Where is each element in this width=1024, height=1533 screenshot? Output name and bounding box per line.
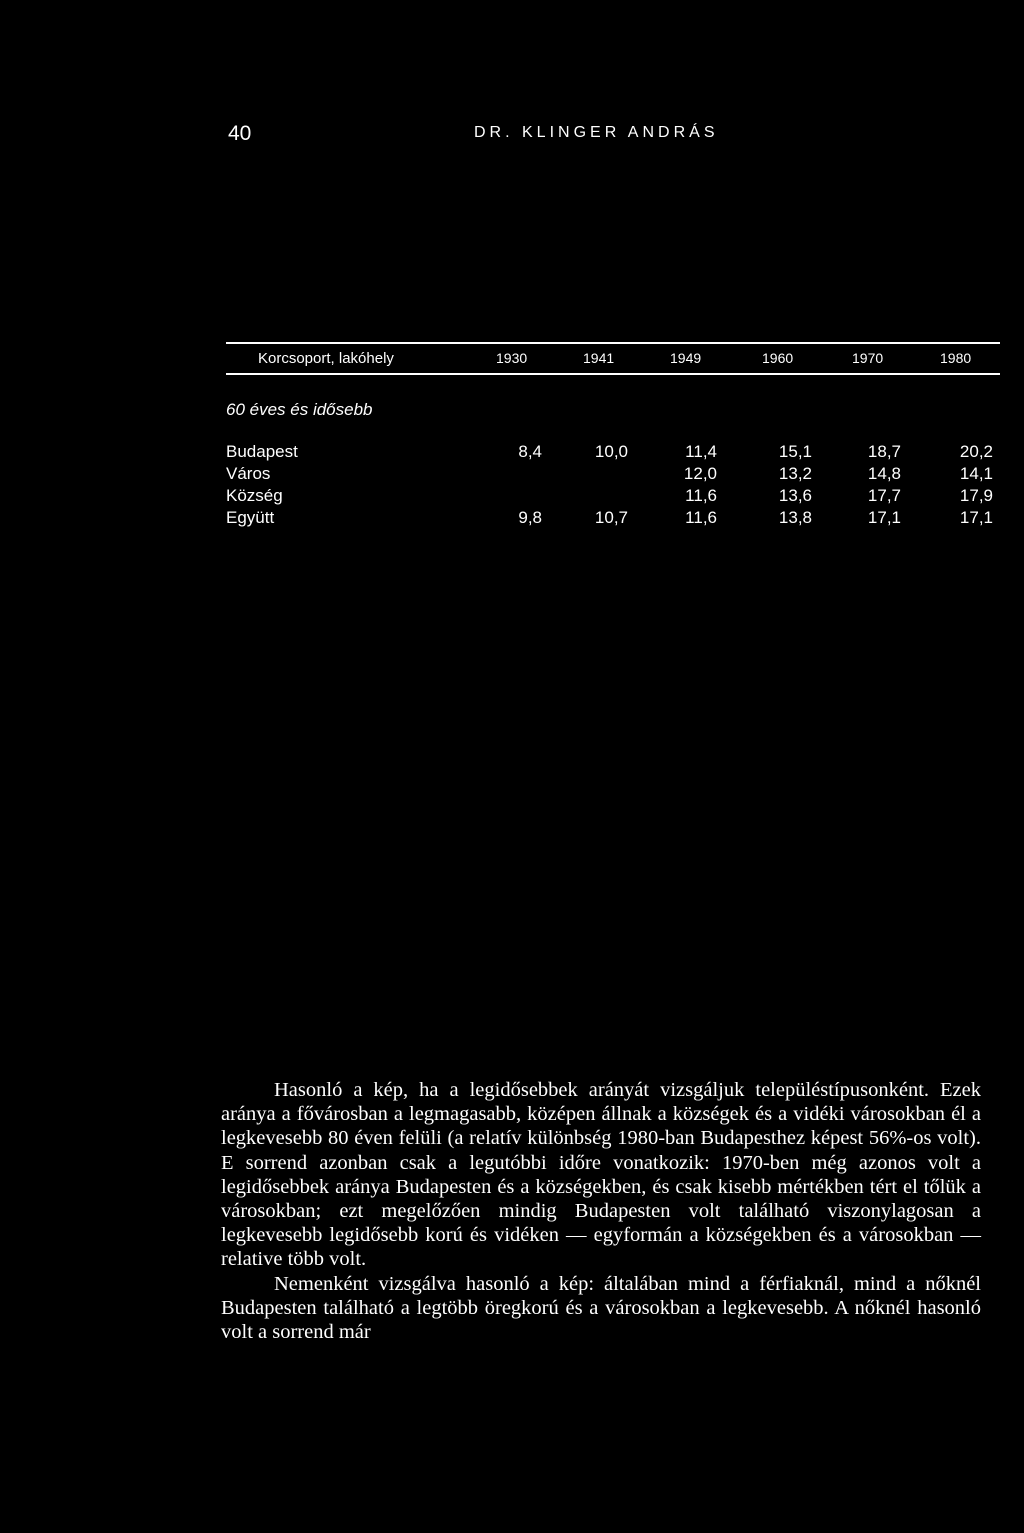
table-cell: 8,4 <box>518 442 542 461</box>
table-cell: 14,8 <box>867 464 901 483</box>
body-text <box>221 1078 981 1344</box>
column-header-1949: 1949 <box>670 350 702 366</box>
table-row <box>226 442 1000 464</box>
table-cell: 10,0 <box>594 442 628 461</box>
table-cell: 11,6 <box>685 486 717 505</box>
table-cell: 10,7 <box>594 508 628 527</box>
table-cell: 17,9 <box>959 486 993 505</box>
table-section-title: 60 éves és idősebb <box>226 400 373 419</box>
column-header-1930: 1930 <box>496 350 528 366</box>
column-header-1970: 1970 <box>852 350 884 366</box>
table-cell: 13,6 <box>778 486 812 505</box>
table-cell: 12,0 <box>683 464 717 483</box>
row-label: Együtt <box>226 508 275 527</box>
column-header-1960: 1960 <box>762 350 794 366</box>
table-cell: 18,7 <box>867 442 901 461</box>
table-cell: 11,4 <box>685 442 717 461</box>
table-cell: 13,8 <box>778 508 812 527</box>
table-row <box>226 508 1000 530</box>
column-header-1941: 1941 <box>583 350 615 366</box>
row-label: Község <box>226 486 283 505</box>
table-cell: 17,7 <box>867 486 901 505</box>
table-cell: 11,6 <box>685 508 717 527</box>
page-number: 40 <box>228 122 252 145</box>
paragraph: Nemenként vizsgálva hasonló a kép: általában mind a férfiaknál, mind a nőknél Budapesten található a legtöbb öregkorú és a városokban a legkevesebb. A nőknél hasonló volt a sorrend már <box>221 1272 981 1344</box>
row-label: Város <box>226 464 271 483</box>
table-cell: 14,1 <box>959 464 993 483</box>
running-head: DR. KLINGER ANDRÁS <box>474 124 719 141</box>
table-header-rule <box>226 373 1000 375</box>
paragraph: Hasonló a kép, ha a legidősebbek arányát vizsgáljuk településtípusonként. Ezek aránya a fővárosban a legmagasabb, középen állnak a községek és a vidéki városokban él a legkevesebb 80 éven felüli (a relatív különbség 1980-ban Budapesthez képest 56%-os volt). E sorrend azonban csak a legutóbbi időre vonatkozik: 1970-ben még azonos volt a legidősebbek aránya Budapesten és a községekben, és csak kisebb mértékben tért el tőlük a városokban; ezt megelőzően mindig Budapesten volt található viszonylagosan a legkevesebb legidősebb korú és vidéken — egyformán a községekben és a városokban — relative több volt. <box>221 1079 981 1271</box>
table-cell: 17,1 <box>959 508 993 527</box>
table-cell: 15,1 <box>778 442 812 461</box>
column-header-1980: 1980 <box>940 350 972 366</box>
table-cell: 13,2 <box>778 464 812 483</box>
table-row <box>226 486 1000 508</box>
table-top-rule <box>226 342 1000 344</box>
row-label: Budapest <box>226 442 298 461</box>
table-row <box>226 464 1000 486</box>
table-cell: 20,2 <box>959 442 993 461</box>
table-cell: 9,8 <box>518 508 542 527</box>
table-cell: 17,1 <box>867 508 901 527</box>
column-header-label: Korcsoport, lakóhely <box>258 350 394 367</box>
